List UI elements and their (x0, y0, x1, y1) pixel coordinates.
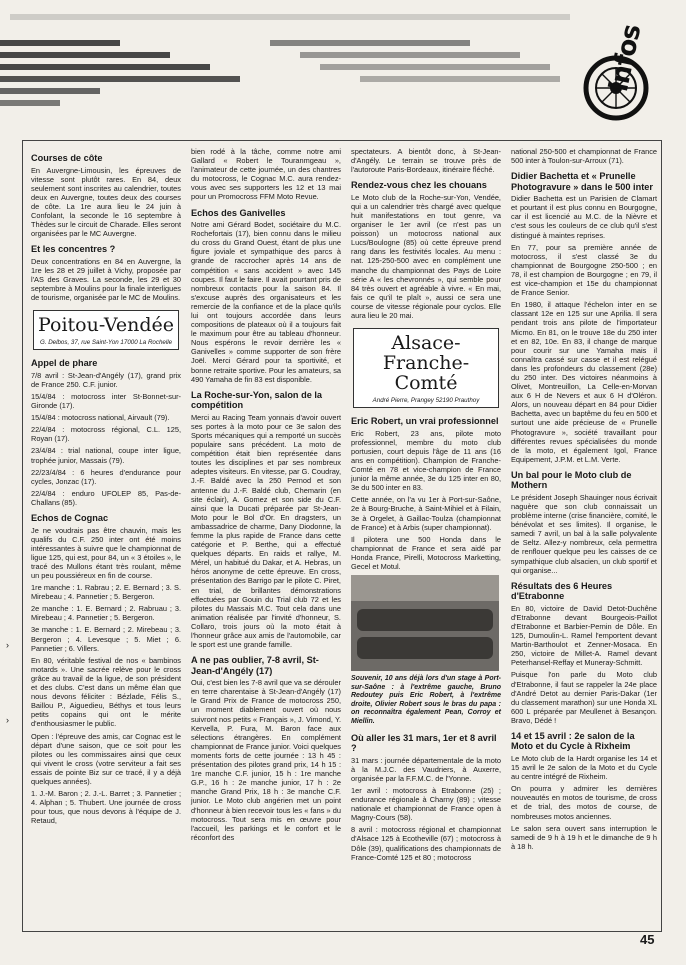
paragraph: 22/4/84 : enduro UFOLEP 85, Pas-de-Challans (85). (31, 488, 181, 507)
column-3 (351, 147, 501, 865)
paragraph: En 80, véritable festival de nos « bambinos motards ». Une sacrée relève pour le cross grâce au travail de la ligue, de son président et des clubs. C'est dans un même élan que nous devons féliciter : Bézlade, Félis S., Baillou P., Aiguedieu, Béthys et tous leurs petits copains qui ont le mérite d'enthousiasmer le public. (31, 655, 181, 729)
region-box-alsace-franche-comte (353, 328, 499, 408)
article-page (22, 140, 662, 932)
heading: Appel de phare (31, 358, 98, 369)
column-2 (191, 147, 341, 845)
paragraph: 1er avril : motocross à Etrabonne (25) ; endurance régionale à Charny (89) ; vitesse nationale et championnat de France open à Magny-Cours (58). (351, 785, 501, 823)
region-name: Alsace-Franche-Comté (382, 332, 470, 395)
heading: Un bal pour le Moto club de Mothern (511, 469, 632, 491)
column-4 (511, 147, 657, 854)
region-name: Poitou-Vendée (38, 314, 174, 337)
paragraph: 8 avril : motocross régional et championnat d'Alsace 125 à Ecotheville (67) ; motocross à Dôle (39), qualifications des championnats de France-Comté 125 et 80 ; motocross (351, 825, 501, 862)
region-address: André Pierre, Prangey 52190 Prauthoy (372, 397, 480, 405)
paragraph: Le président Joseph Shauinger nous écrivait naguère que son club connaissait un problème interne (crise financière, comité, le bénévolat et ses limites). Il organise, le samedi 7 avril, un bal à la salle polyvalente de Seltz. Allez-y nombreux, cela permettra de renflouer quelque peu les caisses de ce sympathique club alsacien, un club sportif et qui organise... (511, 492, 657, 575)
paragraph: Le salon sera ouvert sans interruption le samedi de 9 h à 19 h et le dimanche de 9 h à 18 h. (511, 823, 657, 851)
paragraph: 7/8 avril : St-Jean-d'Angély (17), grand prix de France 250. C.F. junior. (31, 370, 181, 389)
paragraph: 23/4/84 : trial national, coupe inter ligue, trophée junior, Massais (79). (31, 446, 181, 465)
paragraph: Open : l'épreuve des amis, car Cognac est le départ d'une saison, que ce soit pour les pilotes ou les commissaires ainsi que ceux qui vivent le cross (votre serviteur a fait ses essais de pointe Biz sur ce tracé, il y a déjà quelques années). (31, 731, 181, 786)
heading: 14 et 15 avril : 2e salon de la Moto et du Cycle à Rixheim (511, 730, 635, 752)
region-address: G. Delbos, 37, rue Saint-Yon 17000 La Rochelle (39, 339, 173, 347)
heading: La Roche-sur-Yon, salon de la compétition (191, 389, 323, 411)
paragraph: Cette année, on l'a vu 1er à Port-sur-Saône, 2e à Bourg-Bruche, à Saint-Mihiel et à Filain, 3e à Orgelet, à Gaillac-Toulza (championnat de France) et à Arbis (super championnat). (351, 495, 501, 532)
margin-mark: › (6, 640, 9, 650)
paragraph: En 77, pour sa première année de motocross, il s'est classé 3e du championnat de Bourgogne 250-500 ; en 78, il est champion de Bourgogne ; en 79, il est vice-champion et 15e du championnat de France Senior. (511, 242, 657, 298)
heading: Eric Robert, un vrai professionnel (351, 416, 499, 427)
paragraph: En 80, victoire de David Detot-Duchêne d'Etrabonne devant Bourgeois-Paillot d'Etrabonne et Barbier-Pernin de Dôle. En 125, Dumoulin-L. Ramel l'emportent devant Martin-Barthoulot et Zenner-Mosaca. En 250, victoire de Millet-A. Ramel devant Peterhansel-Reffay et Muneray-Schmitt. (511, 603, 657, 668)
paragraph: Didier Bachetta est un Parisien de Clamart et pourtant il est plus connu en Bourgogne, car il est licencié au M.C. de la Nièvre et c'est sous les couleurs de ce club qu'il s'est distingué à maintes reprises. (511, 194, 657, 240)
paragraph: bien rodé à la tâche, comme notre ami Gallard « Robert le Touranmgeau », l'animateur de cette journée, un des chantres du motocross, le Cognac M.C. aura rendez-vous avec ses supporters les 12 et 13 mai pour un Promocross FFM Moto Revue. (191, 147, 341, 202)
photo-caption: Souvenir, 10 ans déjà lors d'un stage à Port-sur-Saône : à l'extrême gauche, Bruno Redoutey puis Eric Robert, à l'extrême droite, Olivier Robert sous le bras du papa : on reconnaîtra également Pean, Corroy et Miellin. (351, 675, 501, 726)
column-1 (31, 147, 181, 828)
paragraph: 15/4/84 : motocross national, Airvault (79). (31, 413, 170, 423)
paragraph: 1. J.-M. Baron ; 2. J.-L. Barret ; 3. Pannetier ; 4. Alphan ; 5. Thubert. Une journée de cross pour tous, que nous devons à l'équipe de J. Retaud, (31, 789, 181, 826)
paragraph: Puisque l'on parle du Moto club d'Etrabonne, il faut se rappeler la 24e place d'André Detot au dernier Paris-Dakar (1er du classement marathon) sur une Honda XL 600 L préparée par Meullenet à Besançon. Bravo, Dédé ! (511, 670, 657, 725)
margin-mark: › (6, 715, 9, 725)
section-logo: infos (604, 22, 648, 95)
page-number: 45 (640, 932, 655, 947)
paragraph: Notre ami Gérard Bodet, sociétaire du M.C. Rochefortais (17), bien connu dans le milieu du cross du Grand Ouest, étant de plus une figure joviale et sympathique des parcs à grande de raccrocher après 14 ans de compétition « sans accident » avec 145 coupes. Il faut le faire. Il avait pourtant pris de nombreux contacts pour la saison 84. Il s'excuse auprès des organisateurs et les remercie de la confiance et de la place qu'ils lui ont toujours accordée dans leurs compositions de plateaux où il a toujours fait le maximum pour être au tableau d'honneur. Nous espérons le revoir derrière les « Ganivelles » comme supporter de son frère Joël. Merci Gérard pour ta sportivité, et bonne retraite sportive. Pour les amateurs, sa 490 Yamaha de fin 83 est disponible. (191, 220, 341, 384)
paragraph: Deux concentrations en 84 en Auvergne, la 1re les 28 et 29 juillet à Vichy, proposée par l'AS des Graves. La seconde, les 29 et 30 septembre à Moulins pour la finale interligues de tourisme, organisée par le MC de Moulins. (31, 256, 181, 303)
heading: Où aller les 31 mars, 1er et 8 avril ? (351, 732, 497, 754)
paragraph: spectateurs. A bientôt donc, à St-Jean-d'Angély. Le terrain se trouve près de l'autoroute Paris-Bordeaux, itinéraire fléché. (351, 147, 501, 175)
paragraph: 22/4/84 : motocross régional, C.L. 125, Royan (17). (31, 425, 181, 444)
paragraph: 2e manche : 1. E. Bernard ; 2. Rabruau ; 3. Mirebeau ; 4. Pannetier ; 5. Bergeron. (31, 604, 181, 623)
paragraph: En Auvergne-Limousin, les épreuves de vitesse sont plutôt rares. En 84, deux seulement sont inscrites au calendrier, toutes deux en Auvergne, toutes deux des courses de côte. La 1re aura lieu le 24 juin à Confolant, la seconde le 16 septembre à Thèdes sur le circuit de Charade. Elles seront organisées par le MC Auvergne. (31, 165, 181, 239)
heading: Didier Bachetta et « Prunelle Photogravure » dans le 500 inter (511, 171, 653, 192)
paragraph: En 1980, il attaque l'échelon inter en se classant 12e en 125 sur une Aprilia. Il sera pendant trois ans pilote de l'importateur Micmo. En 81, on le trouve 18e du 250 inter et en 82, 10e. En 83, il change de marque pour courir sur une Yamaha mais il connaîtra cassé sur casse et il est relégué dans les profondeurs du classement (28e) du 250 inter. Des victoires néanmoins à Olivet, Montreuillon, La Celle-en-Morvan aux 6 H de Nevers et aux 6 H d'Oléron. Alors, un nouveau départ en 84 pour Didier Bachetta, avec un baptême du feu en 500 et surtout une aide précieuse de « Prunelle Photogravure », société travaillant pour différentes revues spécialisées du monde de la moto, et également Igol, France Equipement, J.P.M. et L.M. Verte. (511, 300, 657, 464)
paragraph: 1re manche : 1. Rabrau ; 2. E. Bernard ; 3. S. Mirebeau ; 4. Pannetier ; 5. Bergeron. (31, 583, 181, 602)
group-photo (351, 575, 499, 671)
paragraph: On pourra y admirer les dernières nouveautés en motos de tourisme, de cross et de trial, des motos de course, de nombreuses motos anciennes. (511, 784, 657, 821)
paragraph: 22/23/4/84 : 6 heures d'endurance pour cycles, Jonzac (17). (31, 467, 181, 486)
heading: Résultats des 6 Heures d'Etrabonne (511, 580, 613, 602)
paragraph: Le Moto club de la Hardt organise les 14 et 15 avril le 2e salon de la Moto et du Cycle au centre intégré de Rixheim. (511, 753, 657, 782)
heading: Echos de Cognac (31, 513, 109, 524)
paragraph: Je ne voudrais pas être chauvin, mais les qualifs du C.F. 250 inter ont été moins intéressantes à suivre que le championnat de ligue 125, qui est, pour 84, un « 3 étoiles », le tracé des Mullons étant très roulant, même un peu poussiéreux en fin de course. (31, 525, 181, 580)
paragraph: Il pilotera une 500 Honda dans le championnat de France et sera aidé par Honda France, Pirelli, Motocross Marketting, Gecel et Motul. (351, 534, 501, 571)
paragraph: 15/4/84 : motocross inter St-Bonnet-sur-Gironde (17). (31, 392, 181, 411)
paragraph: 3e manche : 1. E. Bernard ; 2. Mirebeau ; 3. Bergeron ; 4. Levesque ; 5. Miet ; 6. Pannetier ; 6. Villers. (31, 625, 181, 653)
heading: Et les concentres ? (31, 244, 116, 255)
heading: Courses de côte (31, 153, 103, 163)
paragraph: Eric Robert, 23 ans, pilote moto professionnel, membre du moto club portusien, court depuis l'âge de 11 ans (16 ans en compétition). Champion de Franche-Comté en 78 et vice-champion de France junior la même année, 3e du 125 inter en 80, 3e du 500 inter en 83. (351, 428, 501, 493)
paragraph: national 250-500 et championnat de France 500 inter à Toulon-sur-Arroux (71). (511, 147, 657, 166)
paragraph: Oui, c'est bien les 7-8 avril que va se dérouler en terre charentaise à St-Jean-d'Angély (17) le Grand Prix de France de motocross 250, un moment diablement ouvert où nous suivront nos petits « Français », J. Vimond, Y. Kervella, P. Fura, M. Baron face aux sélections étrangères. En complément championnat de France junior. Voici quelques moments forts de cette journée : 13 h 45 : présentation des pilotes grand prix, 14 h 15 : 1re manche C.F. junior, 15 h : 1re manche G.P., 16 h : 2e manche junior, 17 h : 2e manche Grand Prix, 18 h : 3e manche C.F. junior. Le Moto club angérien met un point d'honneur à bien recevoir tous les « fans » du motocross. Tout sera mis en œuvre pour l'accueil, les parkings et le confort et le réconfort des (191, 678, 341, 842)
paragraph: Le Moto club de la Roche-sur-Yon, Vendée, qui a un calendrier très chargé avec quelque huit manifestations en tout genre, va organiser le 1er avril (ce n'est pas un poisson) un motocross national aux Lucs/Boulogne (85) où cette épreuve prend rang dans les festivités locales. Au menu : nat. 125-250-500 avec en complément une manche du championnat des Pays de Loire série A « les chevronnés », qui semble pour 84 très ouvert et agréable à vivre. « En mai, fais ce qu'il te plaît », aussi ce sera une course de vitesse régionale pour cyclos. Elle aura lieu le 20 mai. (351, 192, 501, 320)
region-box-poitou-vendee (33, 310, 179, 350)
heading: Rendez-vous chez les chouans (351, 180, 487, 191)
heading: Echos des Ganivelles (191, 207, 286, 218)
paragraph: 31 mars : journée départementale de la moto à la M.J.C. des Vaudriers, à Auxerre, organisée par la F.F.M.C. de l'Yonne. (351, 755, 501, 783)
paragraph: Merci au Racing Team yonnais d'avoir ouvert ses portes à la moto pour ce 3e salon des Sports mécaniques qui a remporté un succès populaire sans précédent. La moto de compétition était bien représentée dans toutes les disciplines et par ses nombreux adeptes visiteurs. En vitesse, par G. Coudray, J.-F. Baldé avec la 250 Pernod et son antenne du J.-F. Baldé club, Chemarin (en site éclair), A. Gomez et son side du C.F. ainsi que la Ducati préparée par St-Jean-Moto pour le Bol d'Or. En dragsters, un ambassadrice de charme, Dany Diodonne, la femme la plus rapide de France dans cette catégorie et P. Berthe, qui a effectué quelques départs. En raids et rallye, M. Mérel, un habitué du Dakar, et A. Hebras, un héros anonyme de cette épreuve. En cross, présentation des Barrigo par le pilote C. Piret, en trial, de brillantes démonstrations effectuées par Gouin du Trial club 72 et les pilotes du Massais M.C. Tout cela dans une animation réalisée par l'invité d'honneur, S. Collaro, trois jours où la moto était à l'honneur grâce aux amis de l'automobile, car le sport est une grande famille. (191, 412, 341, 650)
heading: A ne pas oublier, 7-8 avril, St-Jean-d'Angély (17) (191, 655, 319, 676)
